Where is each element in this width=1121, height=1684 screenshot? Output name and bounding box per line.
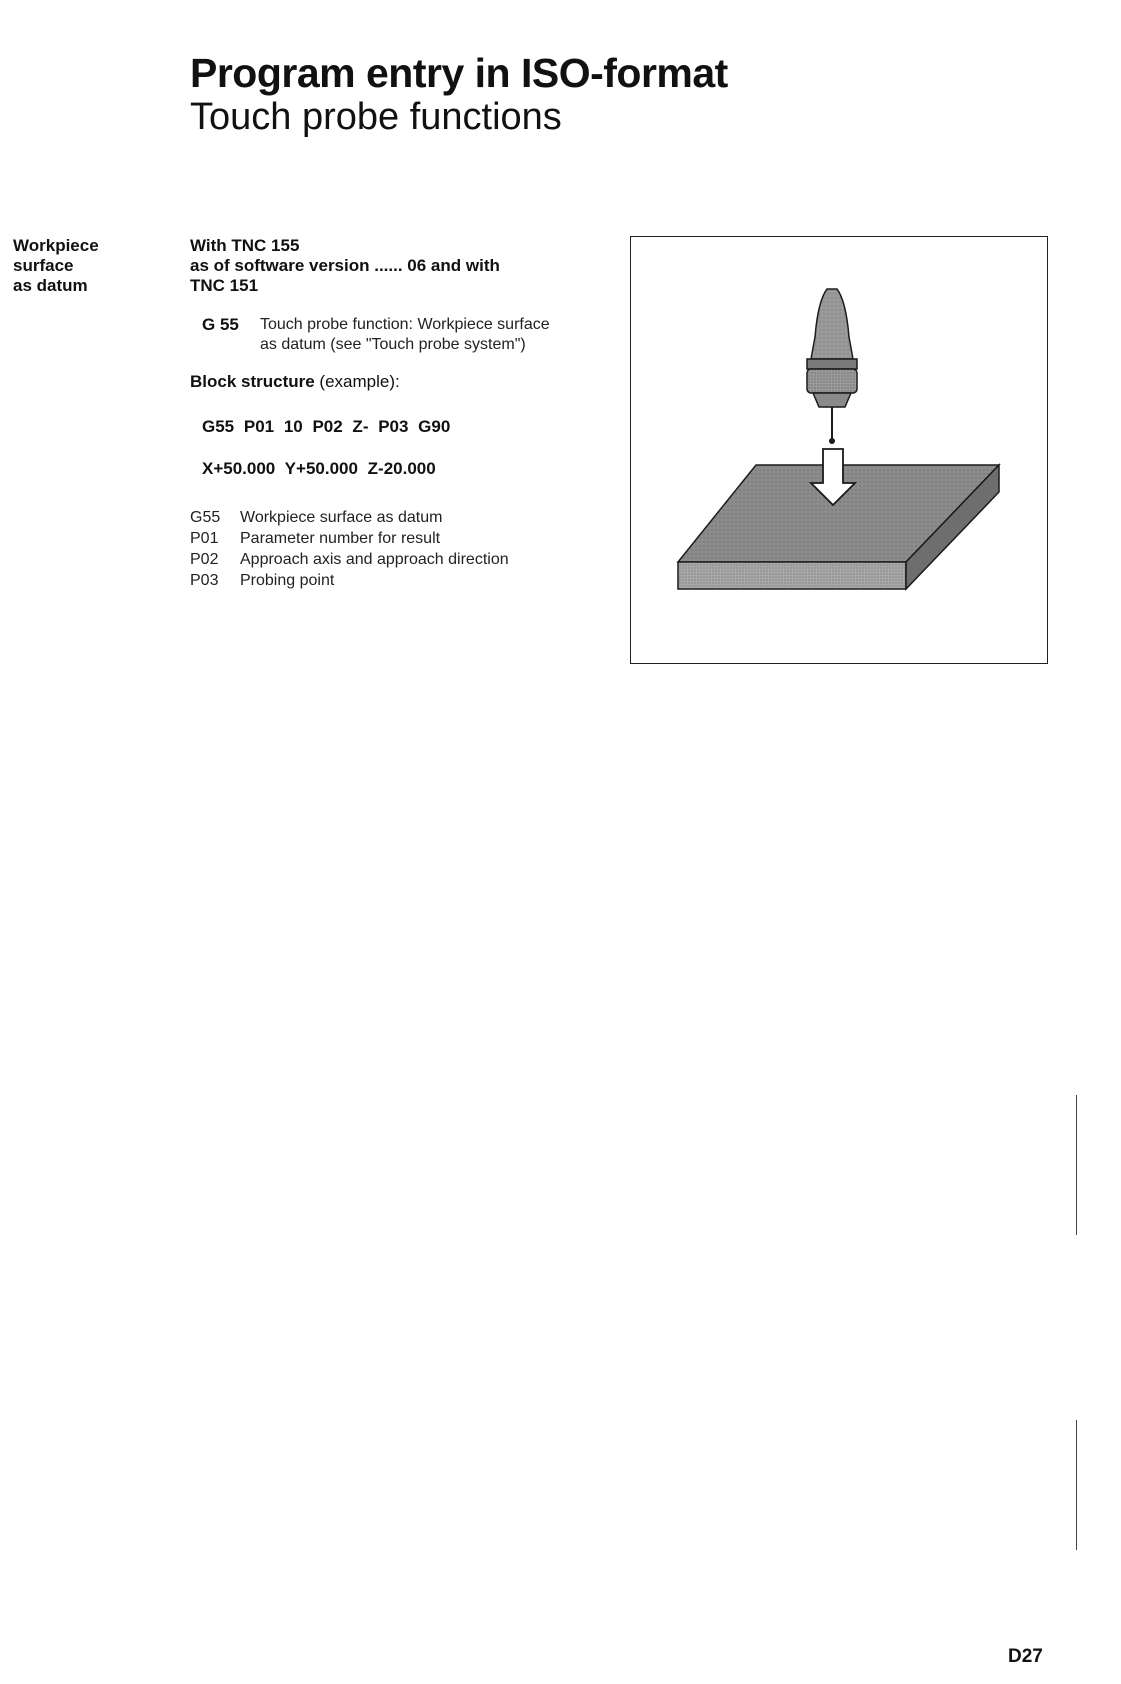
parameter-legend xyxy=(190,507,590,591)
legend-code: P03 xyxy=(190,572,219,589)
legend-code: G55 xyxy=(190,509,221,526)
legend-text: Probing point xyxy=(240,572,335,589)
probe-ball xyxy=(829,438,835,444)
page-subtitle: Touch probe functions xyxy=(190,96,562,138)
margin-label xyxy=(13,236,99,296)
legend-row xyxy=(190,570,590,591)
margin-label-line: as datum xyxy=(13,276,88,295)
workpiece-front-texture xyxy=(678,562,906,589)
margin-label-line: surface xyxy=(13,256,74,275)
code-line: G55 P01 10 P02 Z- P03 G90 xyxy=(202,417,451,436)
g-function-entry xyxy=(202,315,590,355)
touch-probe xyxy=(807,289,857,444)
legend-text: Parameter number for result xyxy=(240,530,441,547)
margin-label-line: Workpiece xyxy=(13,236,99,255)
legend-row xyxy=(190,507,590,528)
section-heading xyxy=(190,236,590,296)
probe-illustration-svg xyxy=(631,237,1046,662)
heading-line: TNC 151 xyxy=(190,276,259,295)
page-title: Program entry in ISO-format xyxy=(190,50,728,96)
legend-code: P02 xyxy=(190,551,219,568)
code-line: X+50.000 Y+50.000 Z-20.000 xyxy=(202,459,436,478)
block-structure-bold: Block structure xyxy=(190,372,315,391)
legend-text: Approach axis and approach direction xyxy=(240,551,509,568)
scan-edge-line xyxy=(1076,1420,1077,1550)
page-number: D27 xyxy=(1008,1646,1043,1667)
legend-row xyxy=(190,528,590,549)
probe-illustration xyxy=(630,236,1048,664)
probe-tip-housing xyxy=(813,393,851,407)
legend-text: Workpiece surface as datum xyxy=(240,509,443,526)
main-content xyxy=(190,236,590,591)
g-function-code: G 55 xyxy=(202,315,239,334)
scan-edge-line xyxy=(1076,1095,1077,1235)
block-structure-label xyxy=(190,372,590,392)
block-structure-suffix: (example): xyxy=(314,372,400,391)
probe-collar xyxy=(807,359,857,369)
heading-line: as of software version ...... 06 and with xyxy=(190,256,500,275)
heading-line: With TNC 155 xyxy=(190,236,300,255)
legend-code: P01 xyxy=(190,530,219,547)
legend-row xyxy=(190,549,590,570)
g-function-description: Touch probe function: Workpiece surface as datum (see "Touch probe system") xyxy=(260,316,550,353)
